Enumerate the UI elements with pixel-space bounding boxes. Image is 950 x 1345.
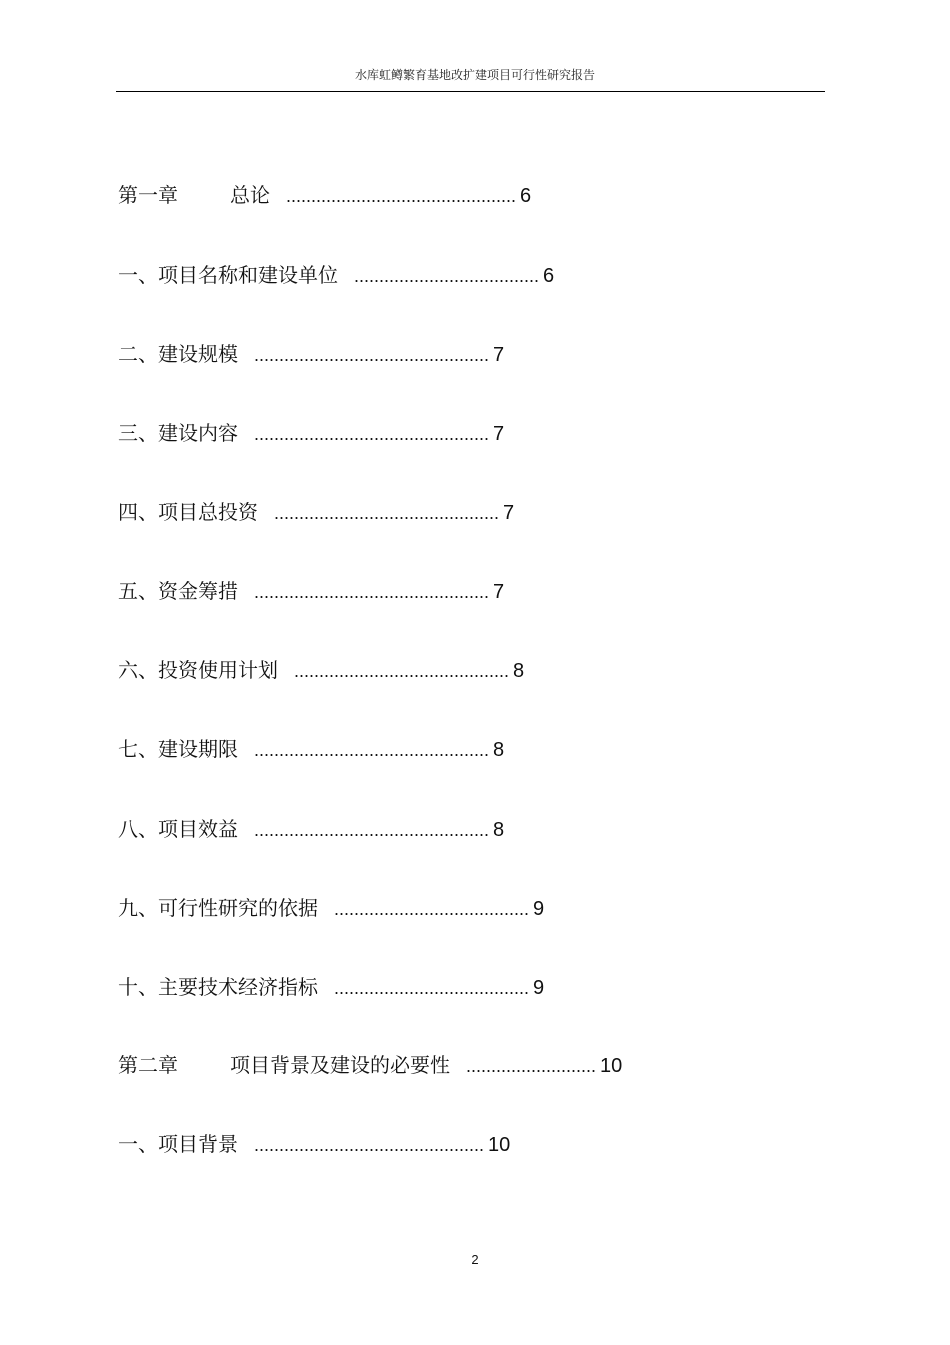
toc-entry-title: 五、资金筹措: [118, 579, 238, 603]
toc-leader-dots: ...........................................: [294, 661, 510, 681]
toc-leader-dots: ..........................: [466, 1056, 597, 1076]
toc-entry-2-1[interactable]: [118, 1129, 510, 1159]
toc-leader-dots: ...............................................: [254, 740, 490, 760]
toc-leader-dots: ...............................................: [254, 820, 490, 840]
toc-page-ref: 8: [493, 739, 505, 761]
toc-entry-1-4[interactable]: [118, 497, 514, 527]
toc-page-ref: 6: [520, 185, 532, 207]
page-number: 2: [471, 1252, 479, 1267]
toc-entry-title: 一、项目名称和建设单位: [118, 263, 338, 287]
toc-entry-1-7[interactable]: [118, 734, 504, 764]
toc-leader-dots: .....................................: [354, 266, 540, 286]
toc-entry-title: 总论: [230, 183, 270, 207]
toc-leader-dots: .............................................: [274, 503, 500, 523]
toc-leader-dots: ..............................................: [254, 1135, 485, 1155]
toc-page-ref: 10: [600, 1055, 623, 1077]
toc-entry-title: 二、建设规模: [118, 342, 238, 366]
toc-entry-title: 七、建设期限: [118, 737, 238, 761]
toc-page-ref: 7: [493, 344, 505, 366]
toc-entry-title: 十、主要技术经济指标: [118, 975, 318, 999]
toc-page-ref: 9: [533, 977, 545, 999]
toc-page-ref: 6: [543, 265, 555, 287]
toc-page-ref: 7: [493, 423, 505, 445]
toc-page-ref: 7: [503, 502, 515, 524]
toc-entry-1-2[interactable]: [118, 339, 504, 369]
toc-entry-1-1[interactable]: [118, 260, 554, 290]
toc-chapter-2[interactable]: [118, 1050, 622, 1080]
toc-entry-title: 六、投资使用计划: [118, 658, 278, 682]
toc-entry-1-9[interactable]: [118, 893, 544, 923]
toc-entry-1-5[interactable]: [118, 576, 504, 606]
toc-entry-1-8[interactable]: [118, 814, 504, 844]
toc-chapter-label: 第二章: [118, 1053, 178, 1077]
toc-entry-title: 四、项目总投资: [118, 500, 258, 524]
toc-entry-1-3[interactable]: [118, 418, 504, 448]
running-header: 水库虹鳟繁育基地改扩建项目可行性研究报告: [354, 68, 595, 82]
toc-page-ref: 8: [513, 660, 525, 682]
toc-leader-dots: .......................................: [334, 899, 530, 919]
toc-leader-dots: ...............................................: [254, 582, 490, 602]
toc-page-ref: 7: [493, 581, 505, 603]
toc-leader-dots: ...............................................: [254, 345, 490, 365]
toc-entry-1-6[interactable]: [118, 655, 524, 685]
header-divider: [116, 91, 825, 92]
toc-entry-title: 三、建设内容: [118, 421, 238, 445]
toc-chapter-label: 第一章: [118, 183, 178, 207]
toc-leader-dots: ...............................................: [254, 424, 490, 444]
toc-leader-dots: ..............................................: [286, 186, 517, 206]
toc-entry-title: 项目背景及建设的必要性: [230, 1053, 450, 1077]
toc-entry-1-10[interactable]: [118, 972, 544, 1002]
toc-leader-dots: .......................................: [334, 978, 530, 998]
toc-page-ref: 8: [493, 819, 505, 841]
toc-entry-title: 九、可行性研究的依据: [118, 896, 318, 920]
toc-entry-title: 一、项目背景: [118, 1132, 238, 1156]
toc-page-ref: 10: [488, 1134, 511, 1156]
toc-page-ref: 9: [533, 898, 545, 920]
toc-chapter-1[interactable]: [118, 180, 531, 210]
toc-entry-title: 八、项目效益: [118, 817, 238, 841]
